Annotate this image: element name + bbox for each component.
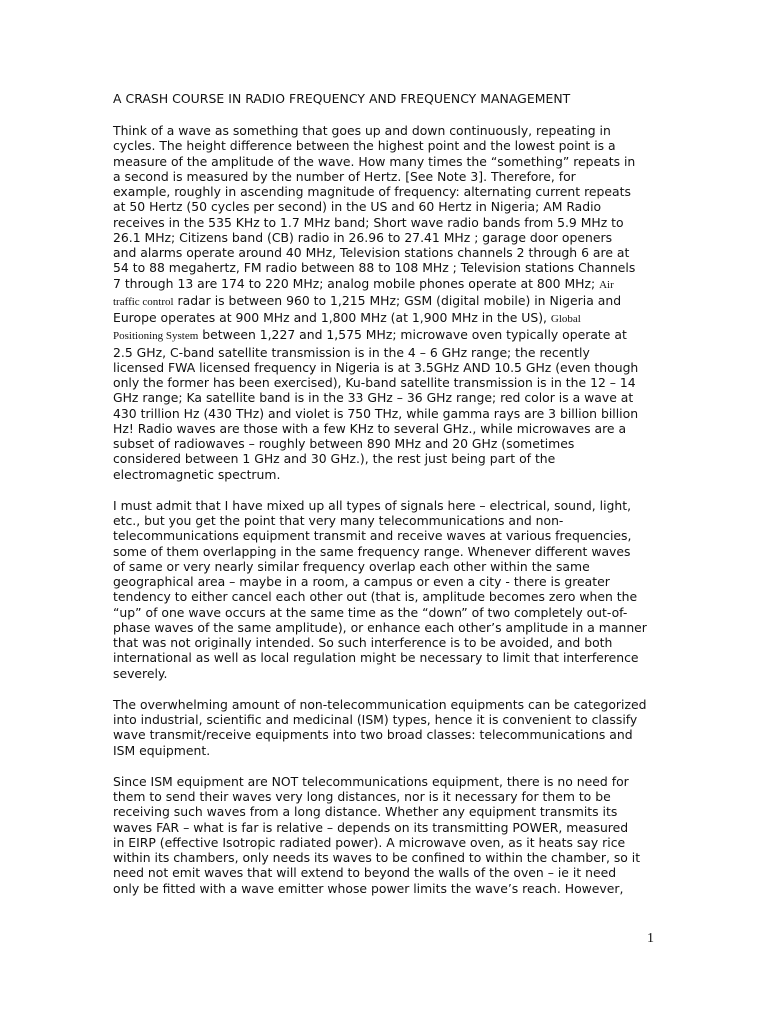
text-line: in EIRP (effective Isotropic radiated power). A microwave oven, as it heats say rice xyxy=(113,834,626,850)
text-line: Think of a wave as something that goes up and down continuously, repeating in xyxy=(113,123,611,138)
paragraph-4 xyxy=(113,774,658,896)
serif-term-positioning-system: Positioning System xyxy=(113,330,199,343)
text-line: 430 trillion Hz (430 THz) and violet is 750 THz, while gamma rays are 3 billion billion xyxy=(113,405,639,421)
text-line xyxy=(113,327,658,344)
text-line xyxy=(113,276,658,293)
text-line: licensed FWA licensed frequency in Nigeria is at 3.5GHz AND 10.5 GHz (even though xyxy=(113,359,639,375)
text-line: waves FAR – what is far is relative – depends on its transmitting POWER, measured xyxy=(113,819,629,835)
text-line: telecommunications equipment transmit and receive waves at various frequencies, xyxy=(113,528,632,544)
text-line: receives in the 535 KHz to 1.7 MHz band; Short wave radio bands from 5.9 MHz to xyxy=(113,214,624,230)
text-line: that was not originally intended. So such interference is to be avoided, and both xyxy=(113,635,613,650)
text-line: Since ISM equipment are NOT telecommunications equipment, there is no need for xyxy=(113,773,629,789)
text-line: severely. xyxy=(113,665,168,681)
text-line: at 50 Hertz (50 cycles per second) in the US and 60 Hertz in Nigeria; AM Radio xyxy=(113,199,602,215)
text-line: within its chambers, only needs its waves to be confined to within the chamber, so it xyxy=(113,850,641,865)
text-line: etc., but you get the point that very many telecommunications and non- xyxy=(113,513,564,528)
text-line: only the former has been exercised), Ku-band satellite transmission is in the 12 – 14 xyxy=(113,375,636,390)
paragraph-1 xyxy=(113,123,658,482)
text-line: international as well as local regulation might be necessary to limit that interference xyxy=(113,650,639,666)
text-segment: 7 through 13 are 174 to 220 MHz; analog mobile phones operate at 800 MHz; xyxy=(113,275,600,291)
text-line: 2.5 GHz, C-band satellite transmission is in the 4 – 6 GHz range; the recently xyxy=(113,344,590,360)
text-line: example, roughly in ascending magnitude of frequency: alternating current repeats xyxy=(113,184,631,199)
text-line: ISM equipment. xyxy=(113,742,211,758)
text-line: 26.1 MHz; Citizens band (CB) radio in 26.96 to 27.41 MHz ; garage door openers xyxy=(113,229,613,245)
text-line: into industrial, scientific and medicinal (ISM) types, hence it is convenient to classify xyxy=(113,712,638,727)
text-line: “up” of one wave occurs at the same time as the “down” of two completely out-of- xyxy=(113,604,628,620)
text-line: them to send their waves very long distances, nor is it necessary for them to be xyxy=(113,789,611,804)
text-line: subset of radiowaves – roughly between 890 MHz and 20 GHz (sometimes xyxy=(113,436,575,451)
text-segment: Europe operates at 900 MHz and 1,800 MHz (at 1,900 MHz in the US), xyxy=(113,310,551,325)
text-line: tendency to either cancel each other out (that is, amplitude becomes zero when the xyxy=(113,589,638,605)
text-line: receiving such waves from a long distance. Whether any equipment transmits its xyxy=(113,804,618,820)
text-line: wave transmit/receive equipments into two broad classes: telecommunications and xyxy=(113,727,633,743)
text-line: considered between 1 GHz and 30 GHz.), the rest just being part of the xyxy=(113,451,556,467)
text-line: I must admit that I have mixed up all types of signals here – electrical, sound, light, xyxy=(113,497,632,513)
text-line: some of them overlapping in the same frequency range. Whenever different waves xyxy=(113,543,631,559)
text-line: GHz range; Ka satellite band is in the 33 GHz – 36 GHz range; red color is a wave at xyxy=(113,390,634,406)
document-title: A CRASH COURSE IN RADIO FREQUENCY AND FREQUENCY MANAGEMENT xyxy=(113,91,571,106)
serif-term-traffic-control: traffic control xyxy=(113,295,174,308)
text-line: The overwhelming amount of non-telecommunication equipments can be categorized xyxy=(113,696,647,712)
serif-term-global: Global xyxy=(550,313,581,325)
text-line: a second is measured by the number of Hertz. [See Note 3]. Therefore, for xyxy=(113,168,576,184)
text-line: and alarms operate around 40 MHz, Television stations channels 2 through 6 are at xyxy=(113,245,630,260)
paragraph-2 xyxy=(113,498,658,681)
text-segment: radar is between 960 to 1,215 MHz; GSM (digital mobile) in Nigeria and xyxy=(177,292,622,308)
text-line: phase waves of the same amplitude), or enhance each other’s amplitude in a manner xyxy=(113,619,647,635)
text-segment: between 1,227 and 1,575 MHz; microwave oven typically operate at xyxy=(198,327,627,343)
text-line: measure of the amplitude of the wave. How many times the “something” repeats in xyxy=(113,153,636,169)
text-line: electromagnetic spectrum. xyxy=(113,466,281,482)
page-number: 1 xyxy=(647,931,654,946)
text-line: cycles. The height difference between the highest point and the lowest point is a xyxy=(113,138,616,154)
text-line: of same or very nearly similar frequency overlap each other within the same xyxy=(113,558,590,574)
text-line: 54 to 88 megahertz, FM radio between 88 to 108 MHz ; Television stations Channels xyxy=(113,260,636,276)
serif-term-air: Air xyxy=(599,278,614,291)
text-line xyxy=(113,310,658,327)
paragraph-3 xyxy=(113,697,658,758)
text-line: Hz! Radio waves are those with a few KHz to several GHz., while microwaves are a xyxy=(113,420,627,436)
document-body xyxy=(113,123,658,912)
text-line: need not emit waves that will extend to beyond the walls of the oven – ie it need xyxy=(113,865,617,881)
text-line: only be fitted with a wave emitter whose power limits the wave’s reach. However, xyxy=(113,880,624,896)
text-line xyxy=(113,293,658,310)
text-line: geographical area – maybe in a room, a campus or even a city - there is greater xyxy=(113,574,610,589)
